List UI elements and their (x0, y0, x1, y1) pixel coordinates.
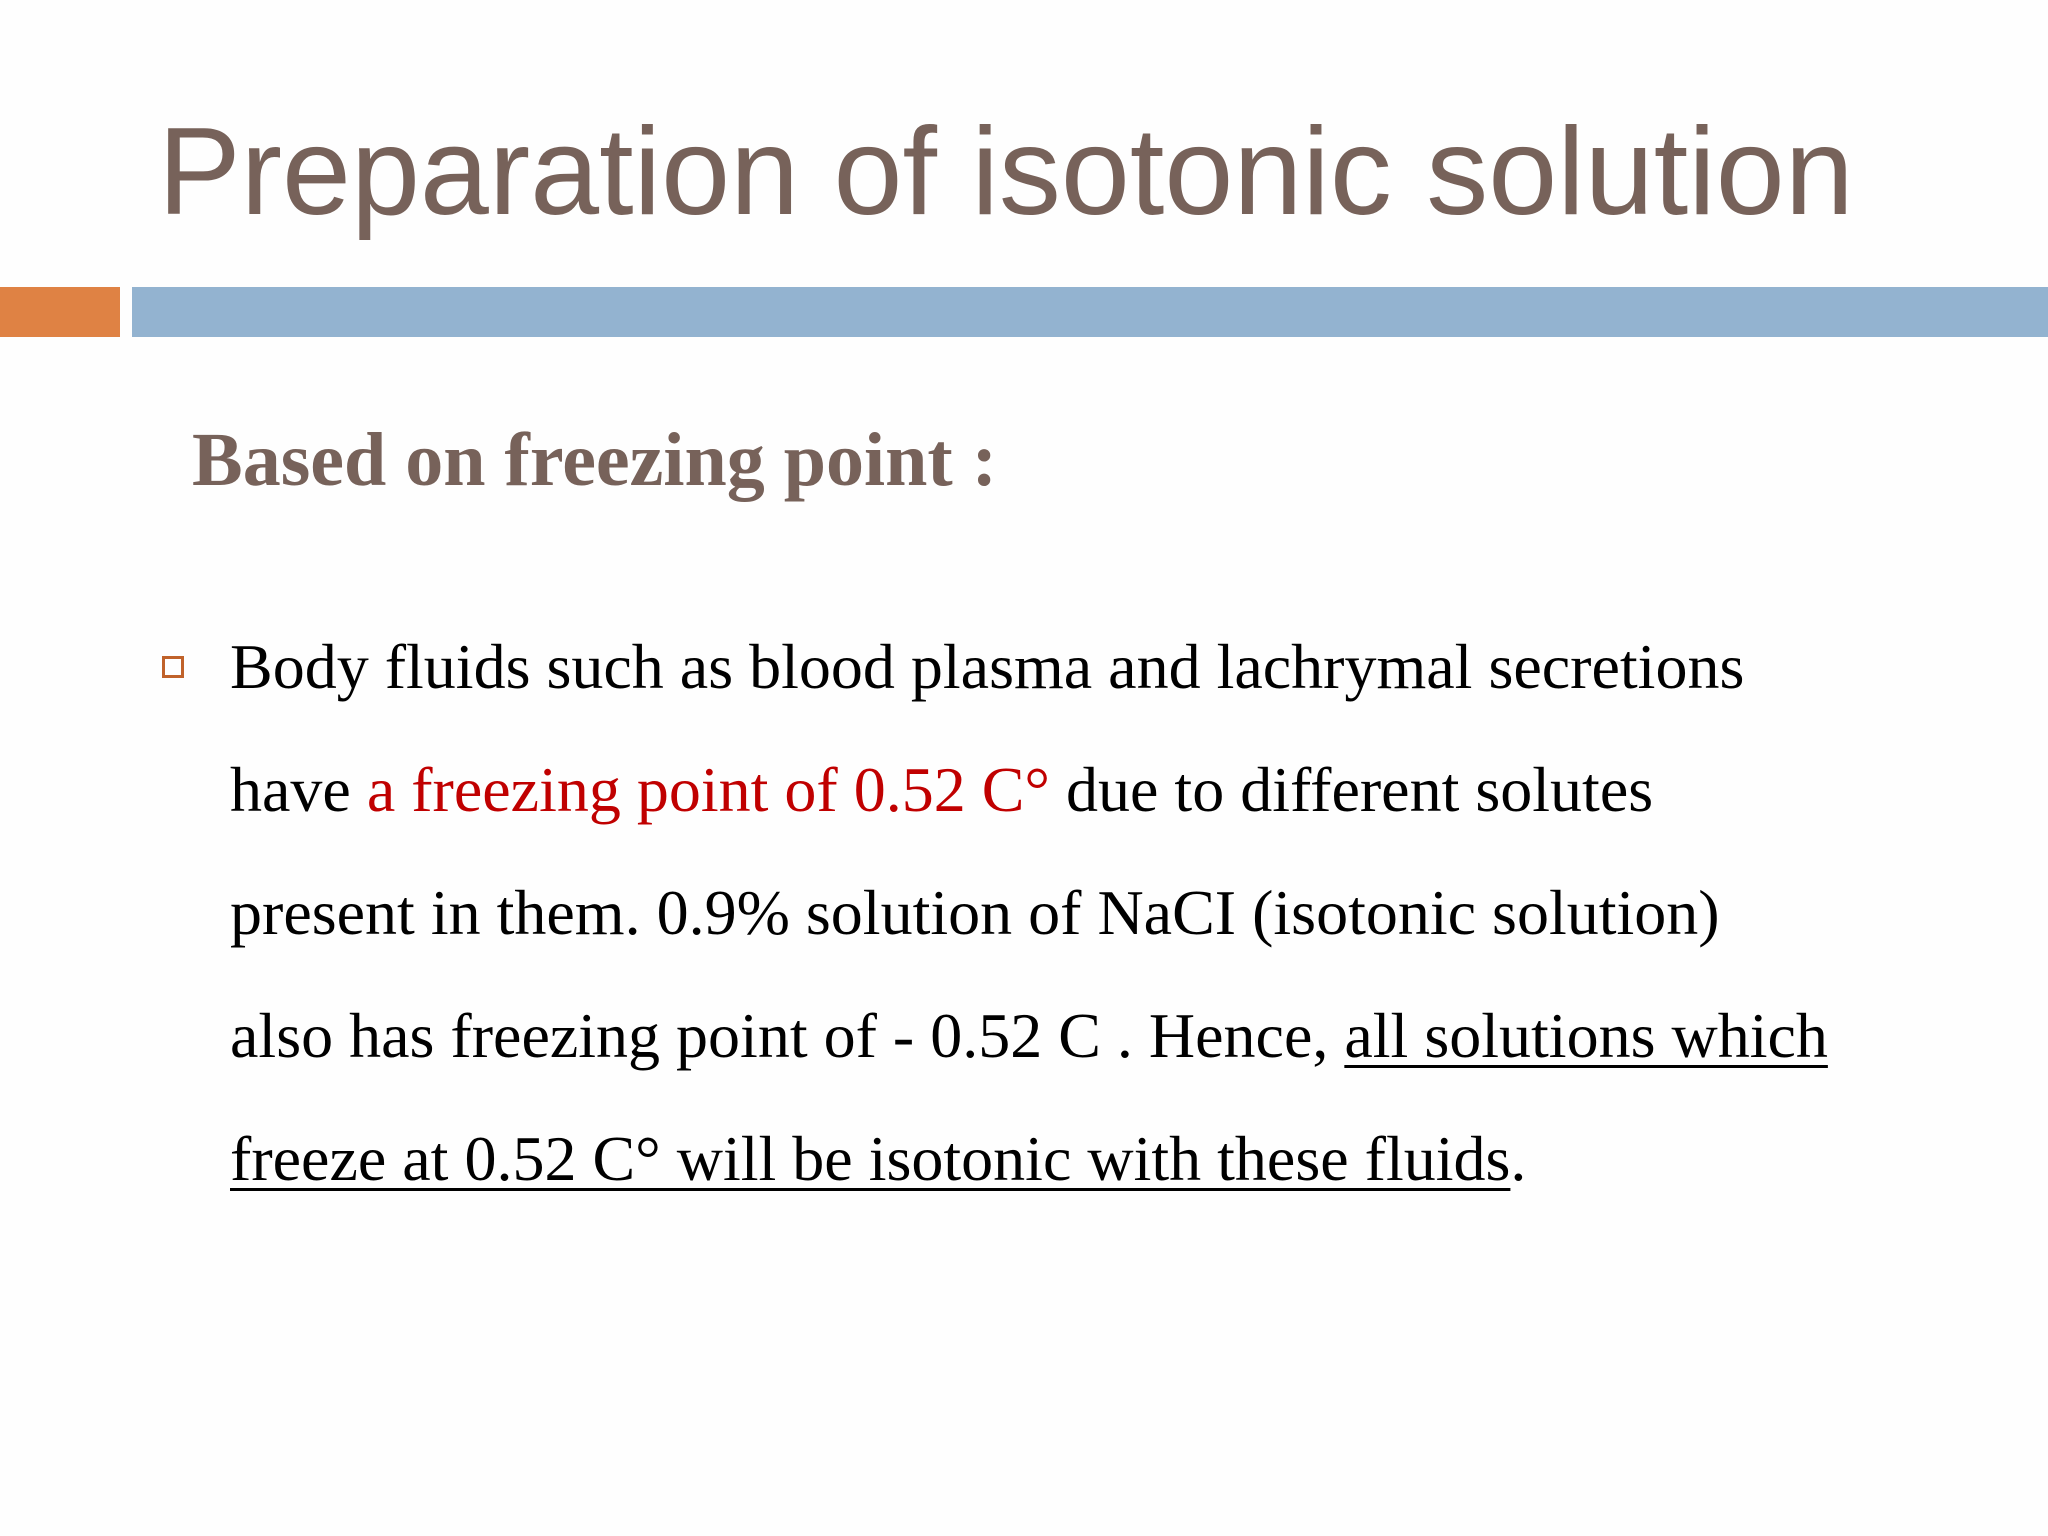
bullet-line-1: Body fluids such as blood plasma and lachrymal secretions (230, 631, 1745, 702)
bullet-line-5-end: . (1510, 1123, 1527, 1194)
bullet-line-2 (230, 728, 2020, 851)
bullet-line-2-end: due to different solutes (1050, 754, 1654, 825)
bullet-paragraph (230, 605, 2020, 1220)
bullet-line-2-start: have (230, 754, 367, 825)
freezing-point-highlight: a freezing point of 0.52 C° (366, 754, 1050, 825)
bullet-line-5 (230, 1097, 2020, 1220)
underlined-conclusion-part-2: freeze at 0.52 C° will be isotonic with these fluids (230, 1123, 1511, 1194)
underlined-conclusion-part-1: all solutions which (1344, 1000, 1828, 1071)
bullet-line-3: present in them. 0.9% solution of NaCI (isotonic solution) (230, 877, 1720, 948)
title-accent-bar (0, 287, 120, 337)
slide-subtitle: Based on freezing point : (192, 418, 998, 502)
bullet-line-4 (230, 974, 2020, 1097)
bullet-line-4-start: also has freezing point of - 0.52 C . Hence, (230, 1000, 1345, 1071)
slide-title: Preparation of isotonic solution (158, 103, 1854, 241)
title-divider-bar (132, 287, 2048, 337)
square-bullet-icon (162, 656, 184, 678)
